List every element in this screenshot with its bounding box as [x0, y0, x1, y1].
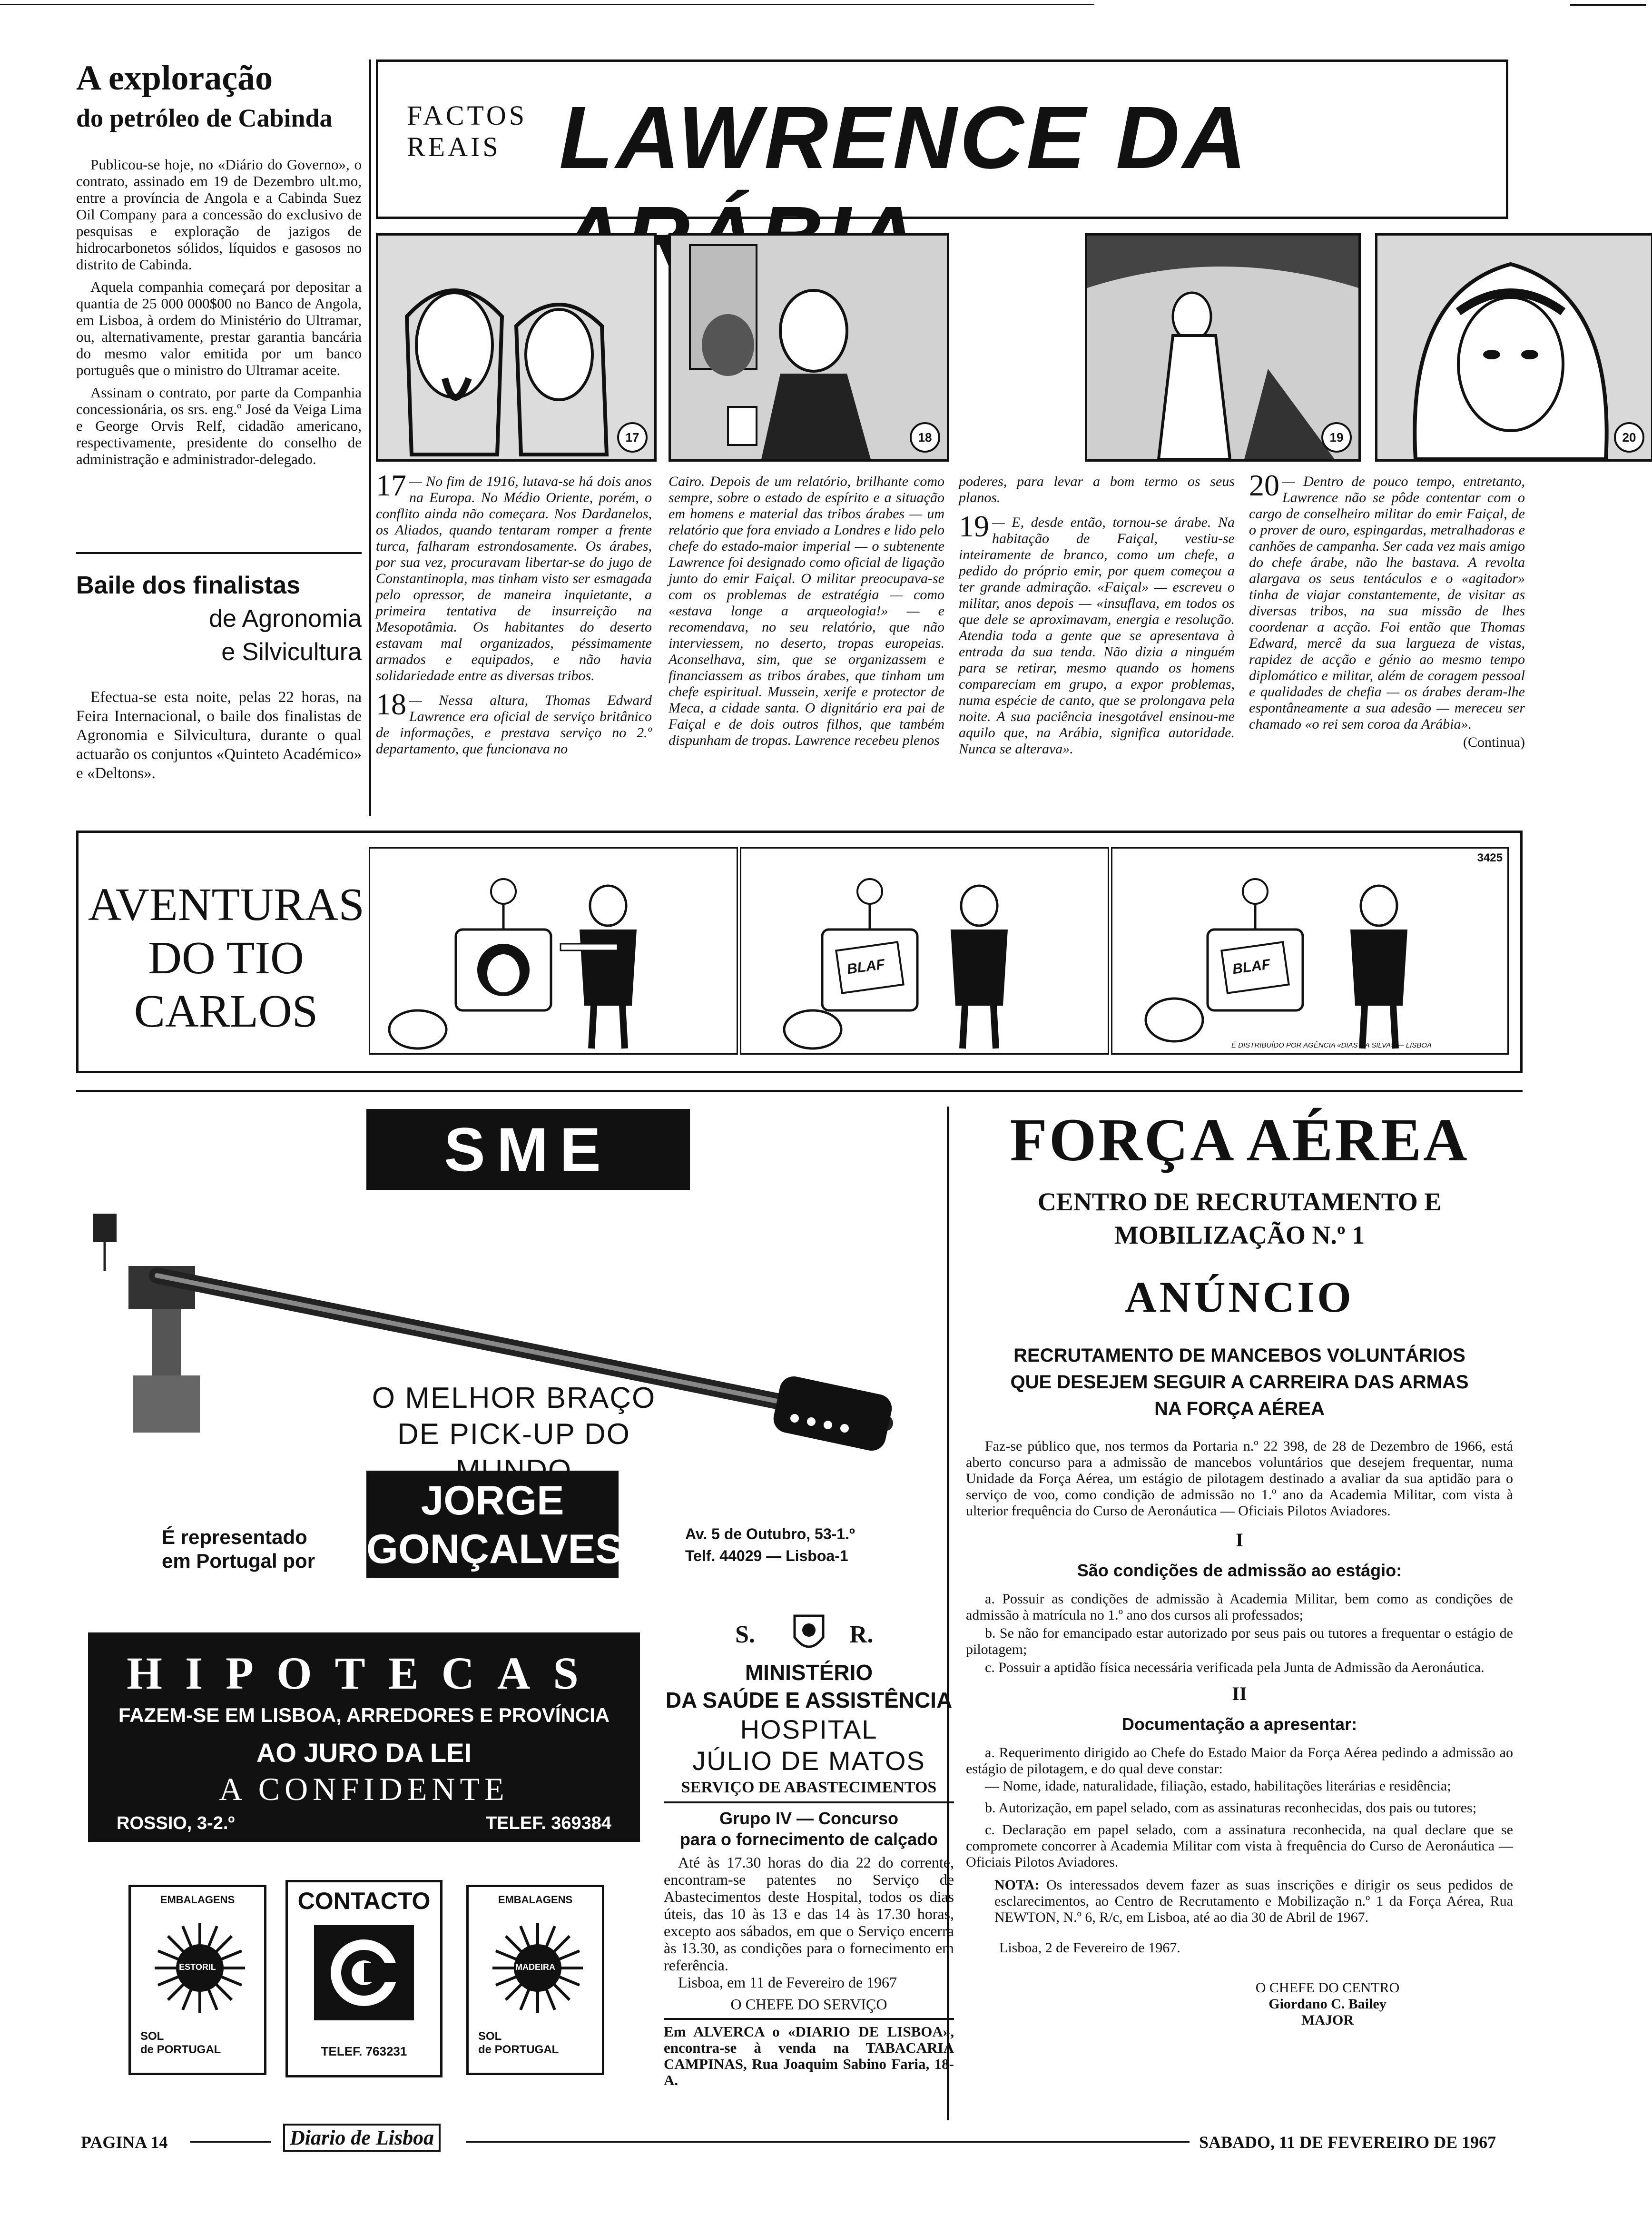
petroleo-p1: Publicou-se hoje, no «Diário do Governo», o contrato, assinado em 19 de Dezembro ult.mo, entre a província de Angola e a Cabinda Suez Oil Company para a concessão do exclusivo de pesquisas e exploração de jazigos de hidrocarbonetos sólidos, líquidos e gasosos no distrito de Cabinda.	[76, 156, 362, 273]
hospital-ad	[664, 1611, 954, 2088]
panel-18-number: 18	[910, 422, 940, 453]
panel-17-art	[378, 236, 654, 459]
sec1-item-a: a. Possuir as condições de admissão à Academia Militar, bem como as condições de admissão à matrícula no 1.º ano dos cursos ali professados;	[966, 1591, 1513, 1623]
sme-address	[685, 1523, 855, 1567]
lawrence-panel-19	[1085, 233, 1361, 462]
divider-left	[76, 552, 362, 554]
footer-page: PAGINA 14	[81, 2133, 168, 2152]
recruit-line-3: NA FORÇA AÉREA	[1154, 1398, 1325, 1419]
lawrence-text-20: — Dentro de pouco tempo, entretanto, Lawrence não se pôde contentar com o cargo de conselheiro militar do emir Faiçal, de o prover de ouro, espingardas, metralhadoras e canhões de campanha. Ser cada vez mais amigo do chefe árabe, não lhe bastava. A revolta alargava os seus tentáculos e o «agitador» tinha de viajar constantemente, de visitar as diversas tribos, na sua missão de lhes coordenar a acção. Foi então que Thomas Edward, mercê da sua largueza de vistas, rapidez de acção e génio ao mesmo tempo diplomático e militar, além de coragem pessoal e qualidades de chefia — os árabes deram-lhe espontâneamente a sua adesão — mereceu ser chamado «o rei sem coroa da Arábia».	[1249, 474, 1525, 732]
petroleo-p3: Assinam o contrato, por parte da Companhia concessionária, os srs. eng.º José da Veiga Lima e George Orvis Relf, cidadão americano, respectivamente, presidente do conselho de administração e administrador-delegado.	[76, 384, 362, 467]
madeira-bottom-1: SOL	[478, 2030, 502, 2043]
forca-aerea-title: FORÇA AÉREA	[1010, 1106, 1469, 1174]
blaf-label-2: BLAF	[1231, 956, 1271, 978]
tio-carlos-title-3: CARLOS	[134, 986, 318, 1037]
hospital-name	[664, 1714, 954, 1777]
madeira-bottom-2: de PORTUGAL	[478, 2043, 559, 2056]
petroleo-article	[76, 57, 362, 467]
estoril-top: EMBALAGENS	[160, 1894, 235, 1906]
ministry-line-1: MINISTÉRIO	[745, 1660, 873, 1685]
sme-represented	[162, 1525, 315, 1573]
estoril-bottom-1: SOL	[140, 2030, 164, 2043]
baile-body: Efectua-se esta noite, pelas 22 horas, na Feira Internacional, o baile dos finalistas de Agronomia e Silvicultura, durante o qual actuarão os conjuntos «Quinteto Académico» e «Deltons».	[76, 689, 362, 782]
anuncio-title: ANÚNCIO	[1125, 1273, 1354, 1321]
sme-address-2: Telf. 44029 — Lisboa-1	[685, 1547, 848, 1564]
lawrence-col-3	[959, 474, 1235, 757]
hipotecas-ad	[88, 1632, 640, 1842]
strip-number: 3425	[1477, 851, 1503, 864]
baile-article	[76, 569, 362, 783]
dealer-line-1: JORGE	[421, 1478, 564, 1523]
tio-carlos-title-2: DO TIO	[148, 932, 304, 984]
hipotecas-line-1: FAZEM-SE EM LISBOA, ARREDORES E PROVÍNCIA	[118, 1704, 610, 1726]
lawrence-text-19a: poderes, para levar a bom termo os seus planos.	[959, 474, 1235, 505]
top-rule	[0, 4, 1094, 5]
hospital-s: S.	[735, 1621, 755, 1648]
tio-carlos-panel-1	[369, 847, 738, 1055]
lawrence-text-18: — Nessa altura, Thomas Edward Lawrence era oficial de serviço britânico de informações, e prestava serviço no 2.º departamento, que funcionava no	[376, 692, 652, 757]
hospital-group	[664, 1808, 954, 1850]
petroleo-title-2: do petróleo de Cabinda	[76, 104, 333, 132]
hipotecas-address: ROSSIO, 3-2.º	[117, 1813, 235, 1833]
group-line-1: Grupo IV — Concurso	[719, 1809, 898, 1828]
lawrence-panel-20	[1375, 233, 1652, 462]
hospital-r: R.	[849, 1621, 874, 1648]
coat-of-arms-icon	[790, 1611, 828, 1659]
lawrence-num-17: 17	[376, 468, 406, 502]
sign-title: O CHEFE DO CENTRO	[1255, 1980, 1400, 1996]
contacto-ad	[285, 1880, 442, 2077]
lawrence-num-18: 18	[376, 687, 406, 721]
lawrence-panel-18	[669, 233, 949, 462]
sec2-item-a-detail: — Nome, idade, naturalidade, filiação, estado, habilitações literárias e residência;	[985, 1778, 1451, 1794]
lawrence-num-19: 19	[959, 509, 989, 543]
recruit-line-1: RECRUTAMENTO DE MANCEBOS VOLUNTÁRIOS	[1013, 1345, 1465, 1366]
sme-represented-2: em Portugal por	[162, 1550, 315, 1572]
estoril-bottom	[140, 2030, 221, 2057]
continua-label: (Continua)	[1463, 734, 1525, 750]
hospital-line-1: HOSPITAL	[740, 1714, 878, 1744]
tio-carlos-panel-3	[1111, 847, 1509, 1055]
panel-19-art	[1087, 236, 1358, 459]
tio-carlos-panel-2-art	[741, 849, 1108, 1053]
hospital-date: Lisboa, em 11 de Fevereiro de 1967	[678, 1974, 897, 1991]
tio-carlos-panel-1-art	[370, 849, 737, 1053]
contacto-logo-icon	[314, 1925, 414, 2020]
sec1-num: I	[1236, 1529, 1243, 1551]
lawrence-col-2: Cairo. Depois de um relatório, brilhante como sempre, sobre o estado de espírito e a situação em homens e material das tribos árabes — um relatório que fora enviado a Londres e lido pelo chefe do estado-maior imperial — o subtenente Lawrence foi designado como oficial de ligação junto do emir Faiçal. O militar preocupava-se com os problemas de estratégia — como «estava longe a arqueologia!» — e recomendava, no seu relatório, que não interviessem, no deserto, tropas europeias. Aconselhava, sim, que se organizassem e financiassem as tribos árabes, que tinham um chefe espiritual. Mussein, xerife e protector de Meca, a cidade santa. O dignitário era pai de Faiçal e de dois outros filhos, que também dispunham de tropas. Lawrence recebeu plenos	[669, 474, 944, 748]
jorge-goncalves-box	[366, 1471, 623, 1578]
forca-nota	[994, 1877, 1513, 1926]
sec2-num: II	[1232, 1683, 1247, 1704]
lawrence-panel-17	[376, 233, 657, 462]
blaf-label-1: BLAF	[846, 956, 886, 978]
panel-19-number: 19	[1321, 422, 1352, 453]
forca-aerea-subtitle: CENTRO DE RECRUTAMENTO E MOBILIZAÇÃO N.º 1	[1037, 1187, 1442, 1249]
hospital-line-2: JÚLIO DE MATOS	[692, 1746, 925, 1776]
dealer-line-2: GONÇALVES	[366, 1526, 623, 1572]
nota-text: Os interessados devem fazer as suas inscrições e dirigir os seus pedidos de esclarecimentos, ao Centro de Recrutamento e Mobilização n.º 1 da Força Aérea, Rua NEWTON, N.º 6, R/c, em Lisboa, até ao dia 30 de Abril de 1967.	[994, 1877, 1514, 1925]
hipotecas-title: HIPOTECAS	[127, 1648, 601, 1699]
footer-rule-1	[190, 2141, 271, 2143]
alverca-notice: Em ALVERCA o «DIARIO DE LISBOA», encontra-se à venda na TABACARIA CAMPINAS, Rua Joaquim Sabino Faria, 18-A.	[664, 2023, 954, 2088]
tio-carlos-panel-2	[740, 847, 1109, 1055]
lawrence-text-17: — No fim de 1916, lutava-se há dois anos na Europa. No Médio Oriente, porém, o conflito ainda não começara. Nos Dardanelos, os Aliados, quando tentaram romper a frente turca, falharam estrondosamente. Os árabes, por sua vez, procuravam libertar-se do jugo de Constantinopla, mas tinham visto ser esmagada pelo opressor, de maneira inquietante, a primeira tentativa de insurreição na Mesopotâmia. Os habitantes do deserto estavam mal organizados, péssimamente armados e equipados, e não havia solidariedade entre as diversas tribos.	[376, 474, 652, 683]
madeira-bottom	[478, 2030, 559, 2057]
lawrence-num-20: 20	[1249, 468, 1279, 502]
column-rule-left	[369, 59, 371, 816]
tio-carlos-panel-3-art	[1112, 849, 1507, 1053]
lawrence-header	[376, 59, 1508, 219]
forca-date: Lisboa, 2 de Fevereiro de 1967.	[999, 1940, 1180, 1956]
sec2-title: Documentação a apresentar:	[1121, 1714, 1357, 1734]
panel-17-number: 17	[617, 422, 648, 453]
lawrence-title: LAWRENCE DA	[559, 89, 1246, 187]
sme-slogan-1: O MELHOR BRAÇO	[372, 1382, 656, 1414]
footer-paper: Diario de Lisboa	[283, 2124, 441, 2152]
lawrence-col-1	[376, 468, 652, 757]
factos-label: FACTOS	[407, 100, 528, 131]
footer-rule-2	[466, 2141, 1190, 2143]
panel-20-art	[1377, 236, 1651, 459]
hipotecas-phone: TELEF. 369384	[485, 1813, 611, 1833]
madeira-ad	[466, 1885, 604, 2075]
baile-title-3: e Silvicultura	[221, 638, 362, 666]
group-line-2: para o fornecimento de calçado	[679, 1830, 938, 1849]
hospital-signature: O CHEFE DO SERVIÇO	[664, 1996, 954, 2020]
petroleo-p2: Aquela companhia começará por depositar a quantia de 25 000 000$00 no Banco de Angola, em Lisboa, à ordem do Ministério do Ultramar, ou, alternativamente, prestar garantia bancária do mesmo valor emitida por um banco português que o ministro do Ultramar aceite.	[76, 278, 362, 378]
forca-signature	[1223, 1980, 1432, 2028]
estoril-bottom-2: de PORTUGAL	[140, 2043, 221, 2056]
hospital-body: Até às 17.30 horas do dia 22 do corrente, encontram-se patentes no Serviço de Abastecimentos deste Hospital, todos os dias úteis, das 10 às 13 e das 14 às 17.30 horas, excepto aos sábados, em que o Serviço encerra às 13.30, as condições para o fornecimento em referência.	[664, 1854, 954, 1974]
panel-20-number: 20	[1614, 422, 1644, 453]
recruit-heading	[956, 1342, 1523, 1422]
sec2-item-c: c. Declaração em papel selado, com a assinatura reconhecida, na qual declare que se compromete concorrer à Academia Militar com vista à frequência do Curso de Aeronáutica — Oficiais Pilotos Aviadores.	[966, 1822, 1513, 1870]
factos-reais-label	[407, 100, 527, 163]
hipotecas-line-3: A CONFIDENTE	[219, 1771, 509, 1807]
tio-carlos-title	[88, 878, 364, 1038]
madeira-top: EMBALAGENS	[498, 1894, 573, 1906]
ministry-line-2: DA SAÚDE E ASSISTÊNCIA	[665, 1688, 953, 1712]
top-rule-right	[1570, 4, 1646, 6]
contacto-logo-box	[314, 1925, 414, 2020]
forca-aerea-ad	[956, 1104, 1523, 2028]
sign-rank: MAJOR	[1301, 2012, 1354, 2028]
nota-label: NOTA:	[994, 1877, 1040, 1893]
strip-credit: É DISTRIBUÍDO POR AGÊNCIA «DIAS DA SILVA» — LISBOA	[1231, 1041, 1432, 1049]
lawrence-text-19: — E, desde então, tornou-se árabe. Na habitação de Faiçal, vestiu-se inteiramente de branco, como um chefe, a pedido do próprio emir, por quem começou a ter grande admiração. «Faiçal» — escreveu o militar, anos depois — «insuflava, em todos os que dele se aproximavam, energia e resolução. Atendia toda a gente que se apresentava à entrada da sua tenda. Não dizia a ninguém para se retirar, mesmo quando os homens compareciam em grupo, a expor problemas, numa espécie de canto, que se prolongava pela noite. A sua paciência inesgotável ensinou-me aquilo que, na Arábia, significa autoridade. Nunca se alterava».	[959, 514, 1235, 757]
contacto-phone: TELEF. 763231	[321, 2044, 407, 2058]
sme-logo: SME	[366, 1109, 690, 1190]
hospital-ministry	[664, 1659, 954, 1714]
recruit-line-2: QUE DESEJEM SEGUIR A CARREIRA DAS ARMAS	[1010, 1372, 1469, 1393]
estoril-ad	[128, 1885, 266, 2075]
sme-address-1: Av. 5 de Outubro, 53-1.º	[685, 1525, 855, 1543]
sec2-item-b: b. Autorização, em papel selado, com as assinaturas reconhecidas, dos pais ou tutores;	[985, 1800, 1477, 1816]
sign-name: Giordano C. Bailey	[1268, 1996, 1386, 2012]
sec2-item-a: a. Requerimento dirigido ao Chefe do Estado Maior da Força Aérea pedindo a admissão ao estágio de pilotagem, e do qual deve constar:	[966, 1745, 1513, 1777]
hipotecas-line-2: AO JURO DA LEI	[256, 1738, 472, 1768]
petroleo-title-1: A exploração	[76, 59, 273, 98]
tio-carlos-title-1: AVENTURAS	[88, 879, 364, 930]
footer-date: SABADO, 11 DE FEVEREIRO DE 1967	[1199, 2133, 1496, 2152]
sec1-item-b: b. Se não for emancipado estar autorizado por seus pais ou tutores a frequentar o estágio de pilotagem;	[966, 1625, 1513, 1657]
baile-title-2: de Agronomia	[209, 605, 362, 633]
baile-title-1: Baile dos finalistas	[76, 572, 301, 599]
sme-represented-1: É representado	[162, 1526, 307, 1548]
madeira-center: MADEIRA	[515, 1962, 555, 1972]
reais-label: REAIS	[407, 131, 501, 162]
sec1-item-c: c. Possuir a aptidão física necessária verificada pela Junta de Admissão da Aeronáutica.	[985, 1660, 1485, 1675]
hospital-emblem-row	[664, 1611, 954, 1659]
forca-intro: Faz-se público que, nos termos da Portaria n.º 22 398, de 28 de Dezembro de 1966, está aberto concurso para a admissão de mancebos voluntários que desejem frequentar, numa Unidade da Força Aérea, um estágio de pilotagem destinado a avaliar da sua aptidão para o serviço de voo, como condição de admissão no 1.º ano da Academia Militar, com vista à ulterior frequência do Curso de Aeronáutica — Oficiais Pilotos Aviadores.	[966, 1438, 1513, 1519]
sec1-title: São condições de admissão ao estágio:	[1077, 1561, 1402, 1580]
tio-carlos-strip	[76, 831, 1523, 1073]
hospital-service: SERVIÇO DE ABASTECIMENTOS	[664, 1777, 954, 1803]
divider-ads	[76, 1090, 1523, 1092]
sme-slogan-2: DE PICK-UP DO	[397, 1418, 630, 1451]
estoril-center: ESTORIL	[179, 1962, 216, 1972]
lawrence-col-4	[1249, 468, 1525, 751]
contacto-top: CONTACTO	[297, 1888, 431, 1914]
panel-18-art	[671, 236, 947, 459]
